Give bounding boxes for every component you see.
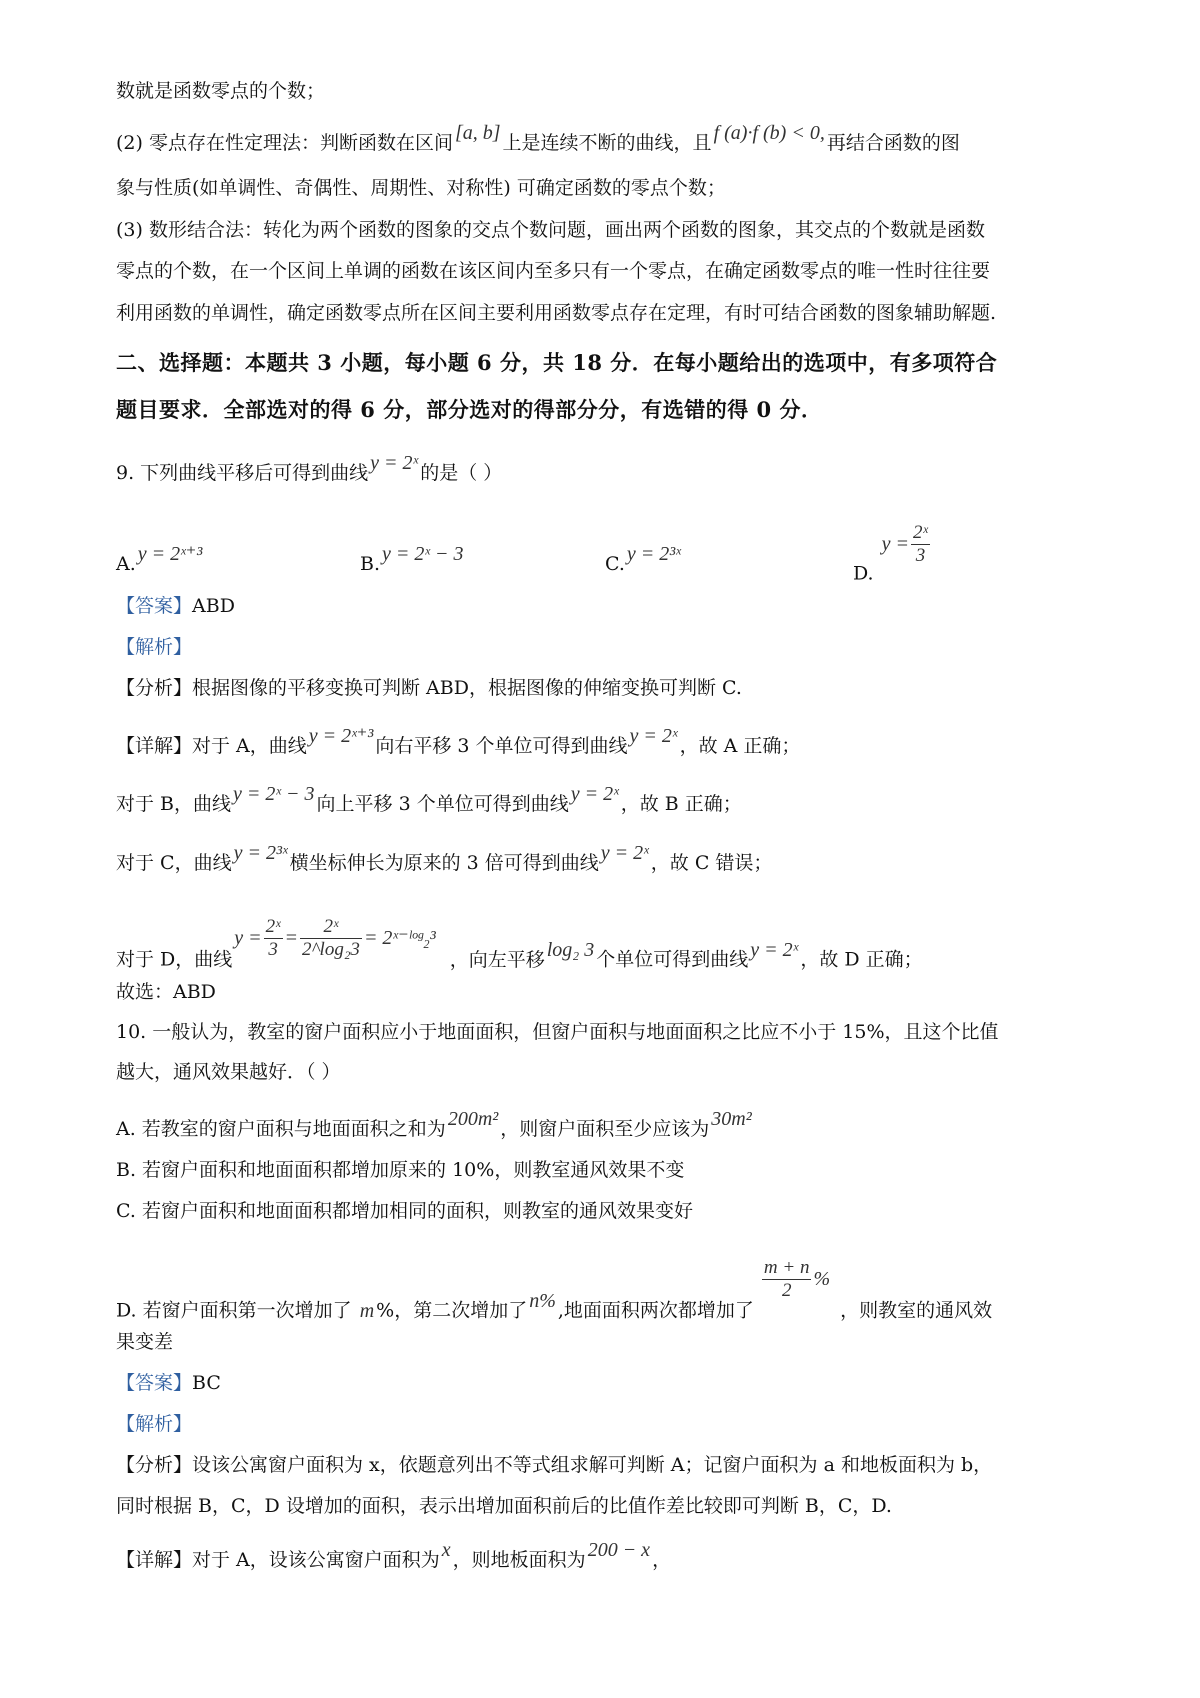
answer-tag: 【答案】 xyxy=(116,595,193,617)
text: B. 若窗户面积和地面面积都增加原来的 10%，则教室通风效果不变 xyxy=(116,1159,685,1181)
denominator: 3 xyxy=(268,939,278,960)
option-label: B. xyxy=(360,553,381,575)
text: 故选：ABD xyxy=(116,981,216,1003)
text: 对于 D，曲线 xyxy=(116,948,233,971)
text: 数就是函数零点的个数； xyxy=(116,80,326,102)
option-b xyxy=(360,543,466,576)
formula: y = 2ˣ − 3 xyxy=(233,783,315,805)
text: 象与性质(如单调性、奇偶性、周期性、对称性) 可确定函数的零点个数； xyxy=(116,177,726,199)
formula: 200 − x xyxy=(587,1539,651,1561)
text: 9. 下列曲线平移后可得到曲线 xyxy=(116,462,369,484)
formula xyxy=(762,1257,832,1302)
jiexi-tag: 【解析】 xyxy=(116,1413,193,1435)
text-line xyxy=(116,259,990,283)
fraction xyxy=(264,916,283,961)
text: ，故 D 正确； xyxy=(800,948,923,971)
text: 对于 A，设该公寓窗户面积为 xyxy=(192,1549,440,1571)
question-10-stem xyxy=(116,1020,999,1044)
text: (2) 零点存在性定理法：判断函数在区间 xyxy=(116,132,453,154)
text: 题目要求．全部选对的得 6 分，部分选对的得部分分，有选错的得 0 分． xyxy=(116,397,823,422)
text: 上是连续不断的曲线，且 xyxy=(502,132,712,154)
analysis-tag: 【分析】 xyxy=(116,1454,193,1476)
analysis-line xyxy=(116,676,742,700)
formula xyxy=(232,916,437,961)
text: 越大，通风效果越好．（ ） xyxy=(116,1061,341,1083)
detail-line-c xyxy=(116,842,773,875)
formula: y = 2³ˣ xyxy=(626,543,681,565)
text: ,地面面积两次都增加了 xyxy=(557,1299,754,1322)
text: %，第二次增加了 xyxy=(376,1299,528,1322)
text: A. 若教室的窗户面积与地面面积之和为 xyxy=(116,1118,446,1140)
option-c xyxy=(116,1199,693,1223)
formula: y = 2ˣ xyxy=(370,452,419,474)
numerator: 2ˣ xyxy=(913,522,928,543)
text: 零点的个数，在一个区间上单调的函数在该区间内至多只有一个零点，在确定函数零点的唯一性时往往要 xyxy=(116,260,991,282)
question-9-stem xyxy=(116,452,503,485)
answer: BC xyxy=(192,1372,221,1394)
text: ，故 C 错误； xyxy=(650,852,773,874)
fraction xyxy=(762,1257,812,1302)
text: ，向左平移 xyxy=(449,948,545,971)
text: 根据图像的平移变换可判断 ABD，根据图像的伸缩变换可判断 C. xyxy=(192,677,742,699)
formula: 30m² xyxy=(711,1108,752,1130)
text: 设该公寓窗户面积为 x，依题意列出不等式组求解可判断 A；记窗户面积为 a 和地板面积为 b， xyxy=(192,1454,993,1476)
text: 对于 A，曲线 xyxy=(192,735,307,757)
formula: y = 2ˣ⁺³ xyxy=(308,725,374,747)
detail-line-d xyxy=(116,916,923,983)
option-c xyxy=(605,543,683,576)
option-a xyxy=(116,543,204,576)
formula: m xyxy=(359,1299,375,1322)
formula-rhs: = 2ˣ⁻ˡᵒᵍ₂³ xyxy=(363,926,436,949)
formula-lhs: y = xyxy=(234,926,262,949)
question-10-stem xyxy=(116,1060,341,1084)
option-label: C. xyxy=(605,553,625,575)
formula: y = 2³ˣ xyxy=(233,842,288,864)
fraction xyxy=(911,522,930,567)
formula: y = 2ˣ xyxy=(600,842,649,864)
final-answer-line xyxy=(116,980,216,1004)
text: ， xyxy=(652,1549,672,1571)
text: 再结合函数的图 xyxy=(826,132,960,154)
answer-line xyxy=(116,1371,221,1395)
formula: y = 2ˣ − 3 xyxy=(382,543,464,565)
text: 二、选择题：本题共 3 小题，每小题 6 分，共 18 分．在每小题给出的选项中，有多项符合 xyxy=(116,350,998,375)
formula: n% xyxy=(529,1289,556,1312)
jiexi-line xyxy=(116,635,192,659)
option-a xyxy=(116,1108,754,1141)
detail-line-b xyxy=(116,783,742,816)
formula: y = 2ˣ xyxy=(629,725,678,747)
answer-tag: 【答案】 xyxy=(116,1372,193,1394)
detail-tag: 【详解】 xyxy=(116,1549,193,1571)
formula: 200m² xyxy=(447,1108,499,1130)
detail-line xyxy=(116,1539,672,1572)
option-b xyxy=(116,1158,684,1182)
interval-formula: [a, b] xyxy=(454,122,501,144)
zero-theorem-formula: f (a)·f (b) < 0, xyxy=(713,122,825,144)
text: 利用函数的单调性，确定函数零点所在区间主要利用函数零点存在定理，有时可结合函数的图象辅助解题. xyxy=(116,302,997,324)
text-line xyxy=(116,122,960,155)
denominator: 2 xyxy=(781,1280,792,1301)
jiexi-tag: 【解析】 xyxy=(116,636,193,658)
analysis-line xyxy=(116,1453,992,1477)
answer-line xyxy=(116,594,235,618)
text-line xyxy=(116,301,996,325)
text: 对于 B，曲线 xyxy=(116,793,232,815)
text-line xyxy=(116,79,325,103)
text: 对于 C，曲线 xyxy=(116,852,232,874)
section-heading xyxy=(116,398,822,422)
fraction xyxy=(300,916,362,961)
answer: ABD xyxy=(192,595,235,617)
detail-tag: 【详解】 xyxy=(116,735,193,757)
formula xyxy=(880,522,930,567)
text: 同时根据 B，C，D 设增加的面积，表示出增加面积前后的比值作差比较即可判断 B，C，D. xyxy=(116,1495,892,1517)
percent-sign: % xyxy=(813,1267,831,1290)
formula: log₂ 3 xyxy=(546,938,595,961)
text: 向右平移 3 个单位可得到曲线 xyxy=(375,735,628,757)
text-line xyxy=(116,218,985,242)
option-d xyxy=(853,522,930,597)
denominator: 2^log₂3 xyxy=(302,939,360,960)
text: ，故 A 正确； xyxy=(679,735,801,757)
text: 果变差 xyxy=(116,1331,174,1353)
text: (3) 数形结合法：转化为两个函数的图象的交点个数问题，画出两个函数的图象，其交点的个数就是函数 xyxy=(116,219,985,241)
formula: y = 2ˣ xyxy=(570,783,619,805)
analysis-line xyxy=(116,1494,892,1518)
analysis-tag: 【分析】 xyxy=(116,677,193,699)
text-line xyxy=(116,176,726,200)
text: ，则窗户面积至少应该为 xyxy=(500,1118,710,1140)
text: ，则教室的通风效 xyxy=(840,1299,993,1322)
option-d xyxy=(116,1257,993,1334)
formula: y = 2ˣ⁺³ xyxy=(137,543,203,565)
text: 向上平移 3 个单位可得到曲线 xyxy=(316,793,569,815)
text: ，故 B 正确； xyxy=(620,793,742,815)
text: 10. 一般认为，教室的窗户面积应小于地面面积，但窗户面积与地面面积之比应不小于 15%，且这个比值 xyxy=(116,1021,999,1043)
jiexi-line xyxy=(116,1412,192,1436)
text: C. 若窗户面积和地面面积都增加相同的面积，则教室的通风效果变好 xyxy=(116,1200,693,1222)
formula: y = 2ˣ xyxy=(750,938,799,961)
equals: = xyxy=(284,926,299,949)
section-heading xyxy=(116,351,997,375)
option-label: A. xyxy=(116,553,136,575)
text: ，则地板面积为 xyxy=(452,1549,586,1571)
numerator: 2ˣ xyxy=(300,916,362,939)
option-d-cont xyxy=(116,1330,173,1354)
option-label: D. xyxy=(853,562,874,585)
denominator: 3 xyxy=(915,545,926,566)
formula: x xyxy=(441,1539,451,1561)
text: 的是（ ） xyxy=(420,462,503,484)
text: 个单位可得到曲线 xyxy=(596,948,749,971)
text: 横坐标伸长为原来的 3 倍可得到曲线 xyxy=(289,852,599,874)
formula-lhs: y = xyxy=(881,532,910,555)
numerator: 2ˣ xyxy=(265,916,281,937)
detail-line-a xyxy=(116,725,801,758)
numerator: m + n xyxy=(763,1257,810,1278)
text: D. 若窗户面积第一次增加了 xyxy=(116,1299,358,1322)
